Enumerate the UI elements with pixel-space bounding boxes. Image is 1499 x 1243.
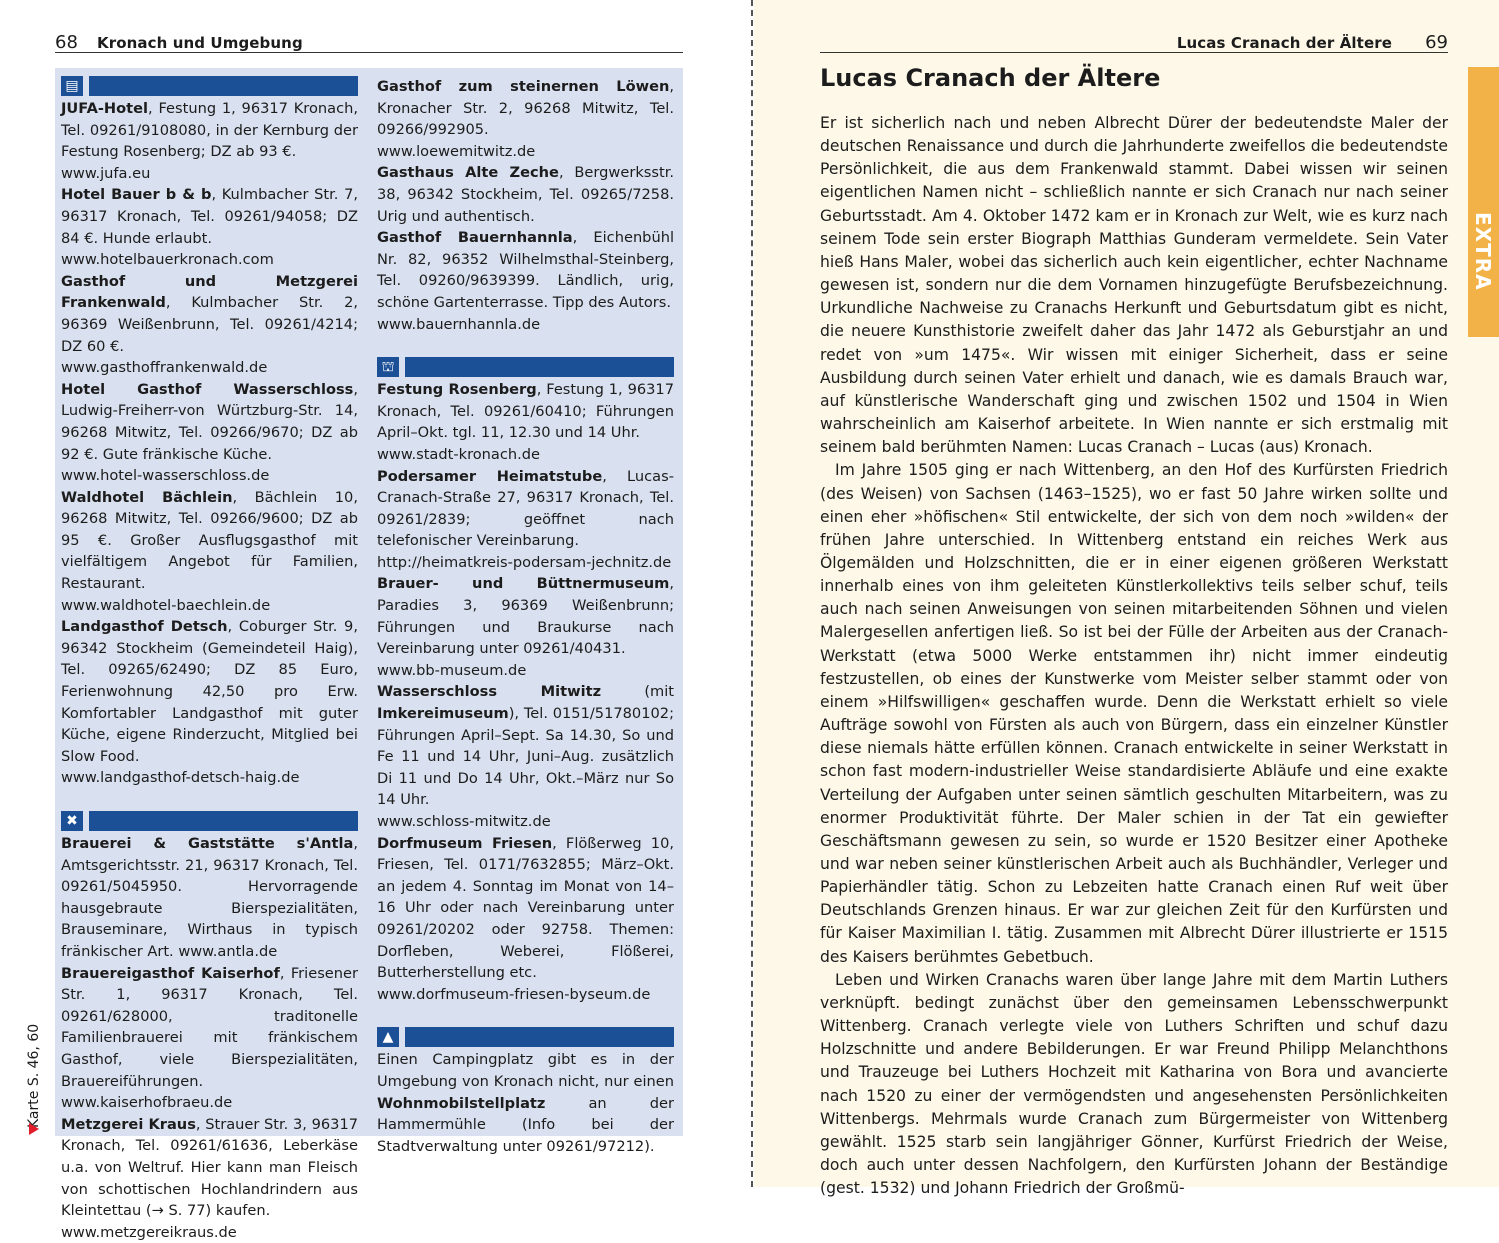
restaurants-list-right bbox=[377, 76, 674, 335]
listing-name: Gasthof Bauernhannla bbox=[377, 229, 573, 247]
listing-url[interactable]: www.bb-museum.de bbox=[377, 661, 527, 679]
listing-name: Wasserschloss Mitwitz bbox=[377, 683, 602, 701]
listing-url[interactable]: www.schloss-mitwitz.de bbox=[377, 813, 551, 830]
extra-tab bbox=[1468, 67, 1499, 337]
listing-entry bbox=[61, 379, 358, 465]
listing-name: Podersamer Heimatstube bbox=[377, 467, 603, 485]
article-body bbox=[820, 112, 1448, 1200]
listing-entry bbox=[61, 271, 358, 357]
article-paragraph: Leben und Wirken Cranachs waren über lange Jahre mit dem Martin Luthers verknüpft. bedingt zunächst über den gemeinsamen Lebensschwerpunkt Wittenberg. Cranach verlegte viele von Luthers Schriften und schuf dazu Holzschnitte und andere Bebilderungen. Er war Freund Philipp Melanchthons und Trauzeuge bei Luthers Hochzeit mit Katharina von Bora und avancierte nach 1520 zu einer der vermögendsten und angesehensten Persönlichkeiten Wittenbergs. Mehrmals wurde Cranach zum Bürgermeister von Wittenberg gewählt. 1525 starb sein langjähriger Gönner, Kurfürst Friedrich der Weise, doch auch unter dessen Nachfolgern, den Kurfürsten Johann der Beständige (gest. 1532) und Johann Friedrich der Großmü- bbox=[820, 970, 1448, 1198]
museums-list bbox=[377, 379, 674, 1005]
listing-url[interactable]: www.landgasthof-detsch-haig.de bbox=[61, 769, 300, 787]
listing-details: , Festung 1, 96317 Kronach, Tel. 09261/9108080, in der Kernburg der Festung Rosenberg; DZ ab 93 €. bbox=[61, 100, 358, 161]
arrow-icon bbox=[29, 1123, 39, 1135]
listing-entry bbox=[61, 184, 358, 249]
listing-name: Gasthaus Alte Zeche bbox=[377, 164, 559, 182]
listing-url[interactable]: www.gasthoffrankenwald.de bbox=[61, 359, 268, 377]
listing-name: Metzgerei Kraus bbox=[61, 1115, 196, 1133]
listing-url[interactable]: www.dorfmuseum-friesen-byseum.de bbox=[377, 985, 651, 1003]
listing-name: Hotel Gasthof Wasserschloss bbox=[61, 380, 354, 398]
hotels-list bbox=[61, 98, 358, 789]
listing-details: , Strauer Str. 3, 96317 Kronach, Tel. 09261/61636, Leberkäse u.a. von Weltruf. Hier kann man Fleisch von schottischen Hochlandrindern aus Kleintettau (→ S. 77) kaufen. bbox=[61, 1115, 359, 1220]
section-museums-header bbox=[377, 357, 674, 377]
info-box bbox=[55, 68, 683, 1241]
left-page-header bbox=[55, 32, 683, 53]
section-restaurants-header bbox=[61, 811, 358, 831]
listing-entry bbox=[61, 487, 358, 595]
listing-url[interactable]: www.stadt-kronach.de bbox=[377, 445, 541, 463]
listing-entry bbox=[61, 963, 358, 1093]
info-column-right bbox=[377, 76, 674, 1157]
listing-details: , Amtsgerichtsstr. 21, 96317 Kronach, Tel. 09261/5045950. Hervorragende hausgebraute Bierspezialitäten, Brauseminare, Wirthaus in typisch fränkischer Art. www.antla.de bbox=[61, 835, 358, 960]
listing-name: Brauer- und Büttnermuseum bbox=[377, 575, 670, 593]
listing-entry bbox=[377, 162, 674, 227]
listing-details: , Kronacher Str. 2, 96268 Mitwitz, Tel. 09266/992905. bbox=[377, 78, 674, 139]
listing-url[interactable]: www.waldhotel-baechlein.de bbox=[61, 596, 271, 614]
left-page-number: 68 bbox=[55, 32, 78, 53]
listing-details: , Kulmbacher Str. 7, 96317 Kronach, Tel. 09261/94058; DZ 84 €. Hunde erlaubt. bbox=[61, 186, 358, 247]
listing-entry bbox=[377, 681, 674, 811]
right-page-title: Lucas Cranach der Ältere bbox=[1176, 34, 1392, 52]
info-column-left bbox=[61, 76, 358, 1243]
listing-entry bbox=[61, 833, 358, 963]
listing-details: , Bächlein 10, 96268 Mitwitz, Tel. 09266/9600; DZ ab 95 €. Großer Ausflugsgasthof mit vielfältigem Angebot für Familien, Restaurant. bbox=[61, 488, 358, 593]
listing-entry bbox=[377, 833, 674, 984]
listing-details: , Friesener Str. 1, 96317 Kronach, Tel. 09261/628000, traditonelle Familienbrauerei mit fränkischem Gasthof, viele Bierspezialitäten, Brauereiführungen. bbox=[61, 964, 359, 1090]
listing-name: Gasthof und Metzgerei Frankenwald bbox=[61, 272, 358, 312]
restaurants-list-left bbox=[61, 833, 358, 1243]
listing-entry bbox=[377, 466, 674, 552]
left-page-title: Kronach und Umgebung bbox=[97, 34, 303, 52]
listing-details: , Eichenbühl Nr. 82, 96352 Wilhelmsthal-Steinberg, Tel. 09260/9639399. Ländlich, urig, schöne Gartenterrasse. Tipp des Autors. bbox=[377, 229, 675, 311]
listing-entry bbox=[61, 1114, 358, 1222]
listing-details: , Coburger Str. 9, 96342 Stockheim (Gemeindeteil Haig), Tel. 09265/62490; DZ 85 Euro, Ferienwohnung 42,50 pro Erw. Komfortabler Landgasthof mit guter Küche, eigene Rinderzucht, Mitglied bei Slow Food. bbox=[61, 618, 358, 765]
listing-name: Hotel Bauer b & b bbox=[61, 186, 212, 204]
listing-url[interactable]: www.bauernhannla.de bbox=[377, 315, 541, 333]
page-divider bbox=[751, 0, 753, 1187]
article-paragraph: Im Jahre 1505 ging er nach Wittenberg, an den Hof des Kurfürsten Friedrich (des Weisen) von Sachsen (1463–1525), wo er fast 50 Jahre wirken sollte und einen eher »höfischen« Stil entwickelte, der sich von dem noch »wilden« der frühen Jahre unterschied. In Wittenberg entstand ein reiches Werk aus Ölgemälden und Holzschnitten, die er in einer eigenen größeren Werkstatt innerhalb eines von ihm geleiteten Künstlerkollektivs teils selber schuf, teils auch nach seinen Anweisungen von seinen mitarbeitenden Söhnen und vielen Malergesellen anfertigen ließ. So ist bei der Fülle der Arbeiten aus der Cranach-Werkstatt (etwa 5000 Werke entstammen ihr) nicht immer eindeutig festzustellen, ob eines der Kunstwerke vom Meister selber stammt oder von einem »Hilfswilligen« geschaffen wurde. Denn die Werkstatt erhielt so viele Aufträge sowohl von Fürsten als auch von Bürgern, dass ein einzelner Künstler diese niemals hätte erfüllen können. Cranach entwickelte in seiner Werkstatt in schon fast modern-industrieller Weise standardisierte Abläufe und eine exakte Verteilung der Aufgaben unter seinen sämtlich geschulten Mitarbeitern, was zu enormer Produktivität führte. Der Maler schien in der Tat ein gewiefter Geschäftsmann gewesen zu sein, so wurde er 1520 Besitzer einer Apotheke und war neben seiner künstlerischen Arbeit auch als Buchhändler, Verleger und Papierhändler tätig. Schon zu Lebzeiten hatte Cranach einen Ruf weit über Deutschlands Grenzen hinaus. Er war zur gleichen Zeit für den Kurfürsten und für Kaiser Maximilian I. tätig. Zusammen mit Albrecht Dürer illustrierte er 1515 des Kaisers berühmtes Gebetbuch. bbox=[820, 461, 1448, 966]
listing-entry bbox=[377, 76, 674, 141]
listing-url[interactable]: www.kaiserhofbraeu.de bbox=[61, 1094, 233, 1112]
listing-details-secondary: ), Tel. 0151/51780102; Führungen April–Sept. Sa 14.30, So und Fe 11 und 14 Uhr, Juni–Aug. zusätzlich Di 11 und Do 14 Uhr, Okt.–März nur So 14 Uhr. bbox=[377, 705, 674, 809]
listing-name: Brauerei & Gaststätte s'Antla bbox=[61, 835, 354, 852]
listing-details: , Paradies 3, 96369 Weißenbrunn; Führungen und Braukurse nach Vereinbarung unter 09261/40431. bbox=[377, 575, 674, 658]
article-title: Lucas Cranach der Ältere bbox=[820, 64, 1161, 92]
listing-name-secondary: Imkereimuseum bbox=[377, 705, 509, 723]
listing-entry bbox=[377, 379, 674, 444]
listing-entry bbox=[377, 227, 674, 313]
article-paragraph: Er ist sicherlich nach und neben Albrecht Dürer der bedeutendste Maler der deutschen Renaissance und durch die Jahrhunderte zweifellos die bedeutendste Persönlichkeit, die aus dem Frankenwald stammt. Dabei wissen wir seinen eigentlichen Namen nicht – schließlich nannte er sich Cranach nur nach seiner Geburtsstadt. Am 4. Oktober 1472 kam er in Kronach zur Welt, wie es kurz nach seinem Tode sein erster Biograph Matthias Gunderam vermeldete. Sein Vater hieß Hans Maler, wobei das sicherlich auch kein eigentlicher, echter Nachname gewesen ist, sondern nur die dem Vornamen hinzugefügte Berufsbezeichnung. Urkundliche Nachweise zu Cranachs Herkunft und Geburtsdatum gibt es nicht, die neuere Kunsthistorie zweifelt daher das Jahr 1472 als Geburstjahr an und redet von »um 1475«. Wir wissen mit einiger Sicherheit, dass er seine Ausbildung durch seinen Vater erhielt und danach, wie es damals Brauch war, auf künstlerische Wanderschaft ging und zwischen 1502 und 1504 in Wien wahrscheinlich am Kaiserhof arbeitete. In Wien nannte er sich erstmalig mit seinem bald berühmten Namen: Lucas Cranach – Lucas (aus) Kronach. bbox=[820, 114, 1448, 457]
listing-url[interactable]: www.metzgereikraus.de bbox=[61, 1223, 237, 1241]
listing-url[interactable]: www.hotelbauerkronach.com bbox=[61, 251, 274, 269]
listing-entry bbox=[61, 616, 358, 767]
listing-details: , Bergwerksstr. 38, 96342 Stockheim, Tel. 09265/7258. Urig und authentisch. bbox=[377, 164, 674, 225]
listing-name: Festung Rosenberg bbox=[377, 381, 537, 399]
listing-entry bbox=[377, 573, 674, 659]
right-page-header bbox=[820, 32, 1448, 53]
camping-entry: Einen Campingplatz gibt es in der Umgebung von Kronach nicht, nur einen Wohnmobilstellplatz an der Hammermühle (Info bei der Stadtverwaltung unter 09261/97212). bbox=[377, 1051, 674, 1155]
map-reference-label: Karte S. 46, 60 bbox=[26, 1023, 42, 1128]
listing-details: , Kulmbacher Str. 2, 96369 Weißenbrunn, Tel. 09261/4214; DZ 60 €. bbox=[61, 294, 358, 355]
cutlery-icon: ✖ bbox=[61, 811, 83, 831]
listing-name: JUFA-Hotel bbox=[61, 100, 149, 117]
listing-details: (mit bbox=[601, 683, 675, 701]
map-reference bbox=[22, 1010, 44, 1140]
listing-details: , Ludwig-Freiherr-von Würtzburg-Str. 14, 96268 Mitwitz, Tel. 09266/9670; DZ ab 92 €. Gute fränkische Küche. bbox=[61, 380, 358, 463]
listing-url[interactable]: www.hotel-wasserschloss.de bbox=[61, 467, 270, 485]
listing-details: , Flößerweg 10, Friesen, Tel. 0171/7632855; März–Okt. an jedem 4. Sonntag im Monat von 14–16 Uhr oder nach Vereinbarung unter 09261/20202 oder 92758. Themen: Dorfleben, Weberei, Flößerei, Butterherstellung etc. bbox=[377, 834, 674, 982]
listing-entry bbox=[61, 98, 358, 163]
listing-details: , Festung 1, 96317 Kronach, Tel. 09261/60410; Führungen April–Okt. tgl. 11, 12.30 und 14 Uhr. bbox=[377, 381, 674, 442]
listing-url[interactable]: http://heimatkreis-podersam-jechnitz.de bbox=[377, 553, 672, 571]
listing-name: Brauereigasthof Kaiserhof bbox=[61, 964, 280, 982]
listing-name: Gasthof zum steinernen Löwen bbox=[377, 78, 670, 95]
museum-icon: ⛫ bbox=[377, 357, 399, 377]
listing-url[interactable]: www.jufa.eu bbox=[61, 164, 151, 182]
listing-details: , Lucas-Cranach-Straße 27, 96317 Kronach, Tel. 09261/2839; geöffnet nach telefonischer Vereinbarung. bbox=[377, 467, 674, 550]
right-page-number: 69 bbox=[1425, 32, 1448, 53]
tent-icon: ▲ bbox=[377, 1027, 399, 1047]
section-hotels-header bbox=[61, 76, 358, 96]
listing-name: Waldhotel Bächlein bbox=[61, 488, 233, 506]
extra-tab-label: EXTRA bbox=[1471, 212, 1495, 291]
section-camping-header bbox=[377, 1027, 674, 1047]
bed-icon: ▤ bbox=[61, 76, 83, 96]
listing-name: Landgasthof Detsch bbox=[61, 618, 228, 636]
listing-name: Dorfmuseum Friesen bbox=[377, 834, 553, 852]
listing-url[interactable]: www.loewemitwitz.de bbox=[377, 142, 536, 160]
